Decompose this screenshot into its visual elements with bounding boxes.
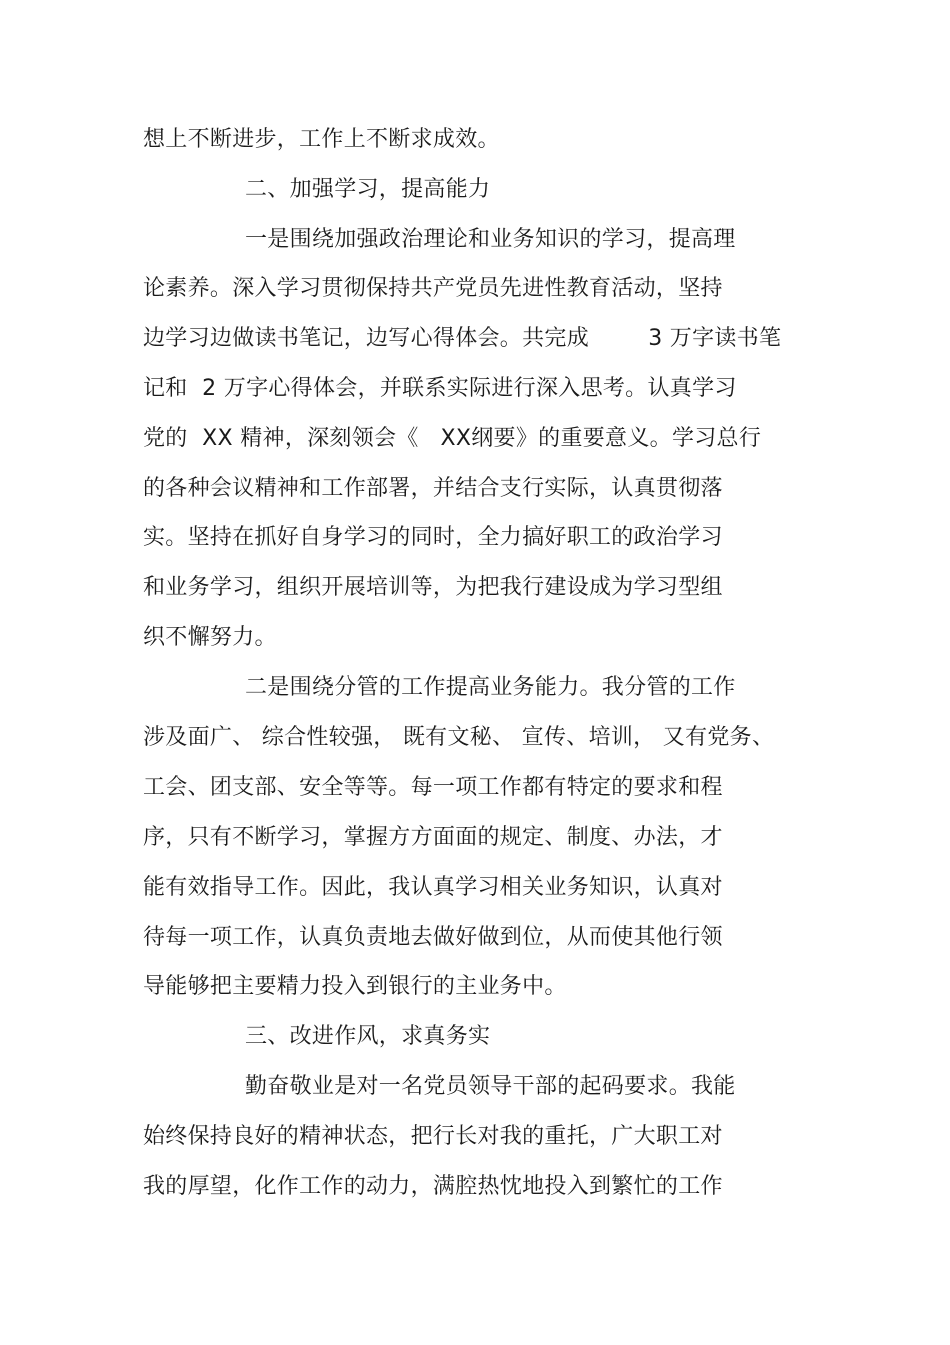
paragraph-line: 勤奋敬业是对一名党员领导干部的起码要求。我能 — [245, 1074, 736, 1099]
paragraph-line: 的各种会议精神和工作部署，并结合支行实际，认真贯彻落 — [143, 476, 723, 501]
paragraph-line: 导能够把主要精力投入到银行的主业务中。 — [143, 974, 567, 999]
paragraph-line: 织不懈努力。 — [143, 625, 277, 650]
paragraph-line: 记和 2 万字心得体会，并联系实际进行深入思考。认真学习 — [143, 376, 737, 401]
paragraph-line: 和业务学习，组织开展培训等，为把我行建设成为学习型组 — [143, 575, 723, 600]
paragraph-line: 二是围绕分管的工作提高业务能力。我分管的工作 — [245, 675, 736, 700]
paragraph-line: 待每一项工作，认真负责地去做好做到位，从而使其他行领 — [143, 925, 723, 950]
paragraph-line: 论素养。深入学习贯彻保持共产党员先进性教育活动，坚持 — [143, 276, 723, 301]
paragraph-line: 能有效指导工作。因此，我认真学习相关业务知识，认真对 — [143, 875, 723, 900]
paragraph-line: 实。坚持在抓好自身学习的同时，全力搞好职工的政治学习 — [143, 525, 723, 550]
section-heading: 二、加强学习，提高能力 — [245, 177, 491, 202]
paragraph-line: 始终保持良好的精神状态，把行长对我的重托，广大职工对 — [143, 1124, 723, 1149]
paragraph-line: 我的厚望，化作工作的动力，满腔热忱地投入到繁忙的工作 — [143, 1174, 723, 1199]
paragraph-line: 涉及面广、 综合性较强， 既有文秘、 宣传、培训， 又有党务、 — [143, 725, 775, 750]
paragraph-line: 序，只有不断学习，掌握方方面面的规定、制度、办法，才 — [143, 825, 723, 850]
paragraph-line: 边学习边做读书笔记，边写心得体会。共完成 3 万字读书笔 — [143, 326, 782, 351]
paragraph-line: 想上不断进步，工作上不断求成效。 — [143, 127, 500, 152]
paragraph-line: 一是围绕加强政治理论和业务知识的学习，提高理 — [245, 227, 736, 252]
paragraph-line: 工会、团支部、安全等等。每一项工作都有特定的要求和程 — [143, 775, 723, 800]
section-heading: 三、改进作风，求真务实 — [245, 1024, 491, 1049]
paragraph-line: 党的 XX 精神，深刻领会《 XX纲要》的重要意义。学习总行 — [143, 426, 762, 451]
